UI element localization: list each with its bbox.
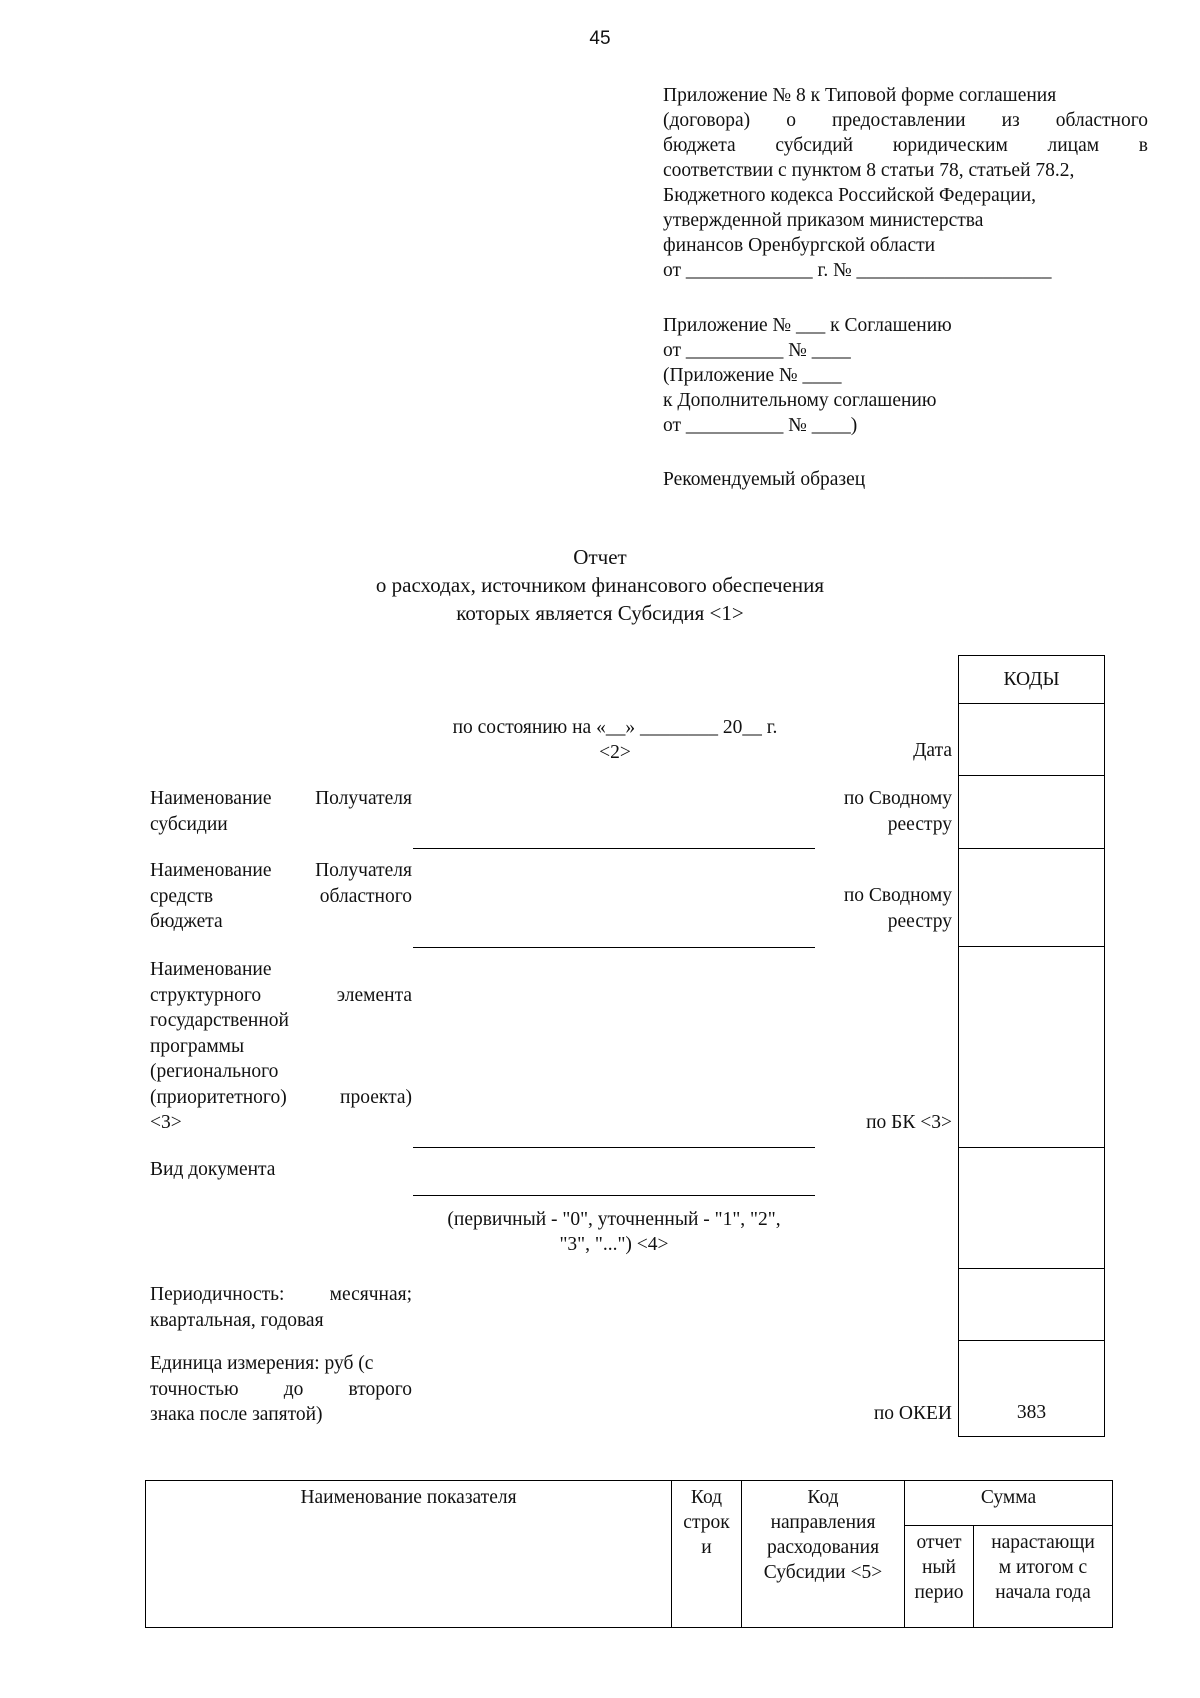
label-line: государственной (150, 1010, 289, 1031)
header-line: Приложение № ___ к Соглашению (663, 315, 952, 336)
label-line: Наименование Получателя (150, 788, 412, 809)
label-line: Наименование Получателя (150, 860, 412, 881)
cell-line: и (701, 1537, 712, 1558)
program-field[interactable] (413, 1147, 815, 1148)
date-note: <2> (599, 742, 631, 763)
cell-line: ный (922, 1557, 956, 1578)
okei-label: по ОКЕИ (873, 1403, 952, 1424)
label-line: Периодичность: месячная; (150, 1284, 412, 1305)
date-code-cell (959, 703, 1104, 704)
label-line: программы (150, 1035, 245, 1057)
header-line: от _____________ г. № ____________________ (663, 260, 1052, 281)
agreement-appendix-header (663, 313, 1148, 438)
doctype-label: Вид документа (150, 1159, 276, 1180)
date-line: по состоянию на «__» ________ 20__ г. (452, 717, 778, 738)
period-code-cell (959, 1268, 1104, 1269)
codes-column (958, 655, 1105, 1437)
cell-line: отчет (916, 1532, 962, 1553)
header-line: утвержденной приказом министерства (663, 210, 984, 231)
cell-line: направления (770, 1512, 876, 1533)
label-line: знака после запятой) (150, 1404, 323, 1425)
col-row-code (672, 1481, 742, 1628)
label-line: (регионального (150, 1061, 279, 1082)
col-cumulative (974, 1526, 1113, 1628)
header-line: Приложение № 8 к Типовой форме соглашения (663, 85, 1057, 106)
label-line: субсидии (150, 813, 228, 835)
note-line: "3", "...") <4> (559, 1234, 669, 1255)
label-line: средств областного (150, 885, 412, 907)
label-line: структурного элемента (150, 984, 412, 1006)
label-line: реестру (887, 910, 952, 932)
budget-registry-label (800, 883, 952, 934)
header-line: к Дополнительному соглашению (663, 390, 937, 411)
col-sum: Сумма (905, 1481, 1113, 1526)
col-reporting-period (905, 1526, 974, 1628)
cell-line: Код (807, 1487, 839, 1508)
title-line: Отчет (573, 545, 627, 569)
doctype-code-cell (959, 1147, 1104, 1148)
budget-recipient-field[interactable] (413, 947, 815, 948)
header-line: финансов Оренбургской области (663, 235, 936, 256)
label-line: (приоритетного) проекта) (150, 1086, 412, 1108)
unit-code-cell (959, 1340, 1104, 1341)
label-line: бюджета (150, 911, 223, 932)
indicators-table (145, 1480, 1113, 1628)
label-line: Единица измерения: руб (с (150, 1353, 374, 1374)
okei-code: 383 (1016, 1402, 1047, 1423)
doctype-field[interactable] (413, 1195, 815, 1196)
col-indicator-name: Наименование показателя (146, 1481, 672, 1628)
cell-line: Субсидии <5> (763, 1562, 883, 1583)
header-line: соответствии с пунктом 8 статьи 78, статьей 78.2, (663, 160, 1075, 181)
label-line: <3> (150, 1112, 182, 1133)
periodicity-label (150, 1282, 412, 1333)
recipient-code-cell (959, 775, 1104, 776)
program-label (150, 957, 412, 1136)
doctype-note (413, 1207, 815, 1257)
title-line: которых является Субсидия <1> (456, 601, 744, 625)
codes-header: КОДЫ (1003, 669, 1060, 690)
header-line: от __________ № ____ (663, 340, 851, 361)
budget-recipient-label (150, 858, 412, 935)
label-line: реестру (887, 813, 952, 835)
cell-line: начала года (995, 1582, 1091, 1603)
header-line: от __________ № ____) (663, 415, 858, 436)
unit-label (150, 1351, 412, 1428)
label-line: по Сводному (843, 885, 952, 906)
label-line: квартальная, годовая (150, 1309, 324, 1331)
bk-label: по БК <3> (866, 1112, 952, 1133)
cell-line: нарастающи (991, 1532, 1095, 1553)
cell-line: м итогом с (998, 1557, 1088, 1578)
header-line: (договора) о предоставлении из областного (663, 110, 1148, 131)
header-line: (Приложение № ____ (663, 365, 842, 386)
recipient-label (150, 786, 412, 837)
report-title (0, 543, 1200, 627)
label-line: Наименование (150, 959, 272, 980)
label-line: точностью до второго (150, 1378, 412, 1400)
recipient-registry-label (800, 786, 952, 837)
appendix-header (663, 83, 1148, 283)
col-direction-code (742, 1481, 905, 1628)
cell-line: расходования (766, 1537, 880, 1558)
header-line: бюджета субсидий юридическим лицам в (663, 135, 1148, 156)
report-date (410, 715, 820, 765)
label-line: по Сводному (843, 788, 952, 809)
program-code-cell (959, 946, 1104, 947)
cell-line: строк (683, 1512, 730, 1533)
date-label: Дата (913, 740, 952, 761)
cell-line: перио (914, 1582, 964, 1603)
cell-line: Код (690, 1487, 723, 1508)
budget-code-cell (959, 848, 1104, 849)
note-line: (первичный - "0", уточненный - "1", "2", (447, 1209, 781, 1230)
title-line: о расходах, источником финансового обеспечения (375, 573, 825, 597)
page-number: 45 (589, 28, 611, 49)
recipient-name-field[interactable] (413, 848, 815, 849)
header-line: Бюджетного кодекса Российской Федерации, (663, 185, 1037, 206)
recommended-sample: Рекомендуемый образец (663, 469, 866, 490)
